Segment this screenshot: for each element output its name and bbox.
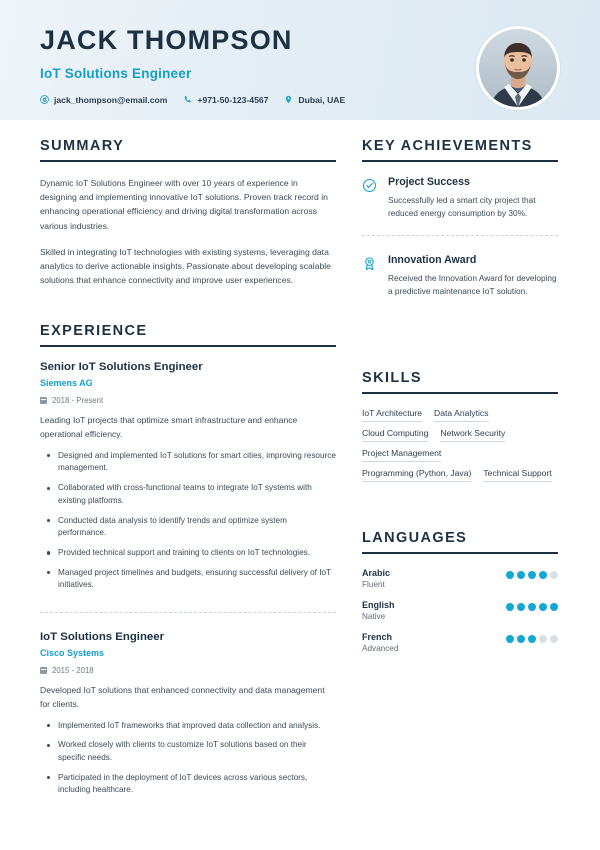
- rating-dot: [539, 635, 547, 643]
- job-bullets: [40, 450, 336, 592]
- job-bullet: Collaborated with cross-functional teams to integrate IoT systems with existing platforms.: [58, 482, 336, 507]
- job-dates-text: 2018 - Present: [52, 396, 104, 406]
- rating-dot: [550, 603, 558, 611]
- language-name: English: [362, 600, 395, 611]
- rating-dot: [539, 571, 547, 579]
- avatar: [476, 26, 560, 110]
- rating-dot: [550, 635, 558, 643]
- summary-title: SUMMARY: [40, 138, 125, 154]
- language-rating-dots: [506, 635, 558, 643]
- contact-location-text: Dubai, UAE: [298, 94, 346, 105]
- language-name: Arabic: [362, 568, 391, 579]
- right-column: [362, 138, 558, 817]
- languages-section: [362, 530, 558, 653]
- rating-dot: [517, 603, 525, 611]
- skill-item: Technical Support: [483, 468, 551, 482]
- spacer: [362, 356, 558, 370]
- experience-item: [40, 361, 336, 592]
- experience-divider: [40, 612, 336, 613]
- spacer: [362, 308, 558, 332]
- language-level: Advanced: [362, 644, 399, 654]
- skills-rule: [362, 392, 558, 394]
- achievements-title: KEY ACHIEVEMENTS: [362, 138, 533, 154]
- summary-rule: [40, 160, 336, 162]
- skill-item: Cloud Computing: [362, 428, 428, 442]
- skills-list: [362, 408, 558, 482]
- achievement-text: Received the Innovation Award for developing a predictive maintenance IoT solution.: [388, 272, 557, 296]
- job-bullet: Provided technical support and training to clients on IoT technologies.: [58, 547, 336, 560]
- email-icon: [40, 95, 49, 104]
- language-name: French: [362, 632, 393, 643]
- rating-dot: [528, 603, 536, 611]
- experience-item: [40, 631, 336, 797]
- achievement-item: [362, 254, 558, 299]
- spacer: [362, 332, 558, 356]
- rating-dot: [528, 571, 536, 579]
- candidate-name: JACK THOMPSON: [40, 25, 293, 55]
- rating-dot: [517, 571, 525, 579]
- summary-section: [40, 138, 336, 287]
- job-bullets: [40, 720, 336, 798]
- languages-title: LANGUAGES: [362, 530, 468, 547]
- skill-item: IoT Architecture: [362, 408, 422, 422]
- rating-dot: [539, 603, 547, 611]
- rating-dot: [506, 603, 514, 611]
- experience-section: [40, 323, 336, 797]
- spacer: [40, 299, 336, 323]
- phone-icon: [183, 95, 192, 104]
- spacer: [362, 506, 558, 530]
- job-bullet: Conducted data analysis to identify trends and optimize system performance.: [58, 515, 336, 540]
- contact-row: [40, 95, 560, 105]
- contact-phone-text: +971-50-123-4567: [197, 94, 269, 105]
- skill-item: Project Management: [362, 448, 441, 462]
- job-dates-text: 2015 - 2018: [52, 666, 94, 676]
- experience-title: EXPERIENCE: [40, 323, 148, 340]
- left-column: [40, 138, 336, 817]
- job-description: Developed IoT solutions that enhanced connectivity and data management for clients.: [40, 685, 325, 709]
- rating-dot: [517, 635, 525, 643]
- target-check-icon: [362, 178, 378, 221]
- languages-rule: [362, 552, 558, 554]
- job-bullet: Designed and implemented IoT solutions for smart cities, improving resource management.: [58, 450, 336, 475]
- location-pin-icon: [284, 95, 293, 104]
- language-item: [362, 568, 558, 589]
- rating-dot: [506, 635, 514, 643]
- job-description: Leading IoT projects that optimize smart infrastructure and enhance operational efficiency.: [40, 415, 298, 439]
- calendar-icon: [40, 667, 47, 674]
- skill-item: Programming (Python, Java): [362, 468, 471, 482]
- achievements-divider: [362, 235, 558, 236]
- rating-dot: [550, 571, 558, 579]
- skills-section: [362, 370, 558, 482]
- spacer: [362, 482, 558, 506]
- resume-body: [0, 120, 600, 817]
- rating-dot: [506, 571, 514, 579]
- achievements-rule: [362, 160, 558, 162]
- language-item: [362, 632, 558, 653]
- language-level: Fluent: [362, 580, 385, 590]
- contact-location[interactable]: [284, 95, 345, 105]
- job-dates: [40, 396, 336, 405]
- summary-paragraph-1: Dynamic IoT Solutions Engineer with over 10 years of experience in designing and implementing innovative IoT solutions. Proven track record in enhancing operational efficiency and driving digital transformation across various industries.: [40, 178, 328, 231]
- candidate-job-title: IoT Solutions Engineer: [40, 65, 192, 81]
- skills-title: SKILLS: [362, 370, 422, 387]
- achievements-section: [362, 138, 558, 298]
- job-dates: [40, 666, 336, 675]
- experience-rule: [40, 345, 336, 347]
- achievement-title: Project Success: [388, 176, 470, 188]
- skill-item: Network Security: [440, 428, 505, 442]
- language-item: [362, 600, 558, 621]
- job-company: Siemens AG: [40, 378, 93, 389]
- job-bullet: Managed project timelines and budgets, ensuring successful delivery of IoT initiatives.: [58, 567, 336, 592]
- language-level: Native: [362, 612, 386, 622]
- skill-item: Data Analytics: [434, 408, 488, 422]
- achievement-text: Successfully led a smart city project that reduced energy consumption by 30%.: [388, 195, 536, 219]
- job-bullet: Implemented IoT frameworks that improved data collection and analysis.: [58, 720, 336, 733]
- job-bullet: Worked closely with clients to customize IoT solutions based on their specific needs.: [58, 739, 336, 764]
- summary-paragraph-2: Skilled in integrating IoT technologies with existing systems, leveraging data analytics to derive actionable insights. Passionate about developing scalable solutions that enhance connectivity and improve user experiences.: [40, 246, 331, 286]
- job-role: Senior IoT Solutions Engineer: [40, 361, 203, 374]
- contact-email[interactable]: [40, 95, 167, 105]
- language-rating-dots: [506, 603, 558, 611]
- rating-dot: [528, 635, 536, 643]
- language-rating-dots: [506, 571, 558, 579]
- contact-phone[interactable]: [183, 95, 268, 105]
- achievement-title: Innovation Award: [388, 253, 477, 266]
- job-company: Cisco Systems: [40, 648, 105, 659]
- award-ribbon-icon: [362, 256, 378, 299]
- resume-header: [0, 0, 600, 120]
- contact-email-text: jack_thompson@email.com: [54, 94, 168, 105]
- achievement-item: [362, 176, 558, 221]
- job-bullet: Participated in the deployment of IoT devices across various sectors, including healthcare.: [58, 772, 336, 797]
- calendar-icon: [40, 397, 47, 404]
- job-role: IoT Solutions Engineer: [40, 631, 165, 644]
